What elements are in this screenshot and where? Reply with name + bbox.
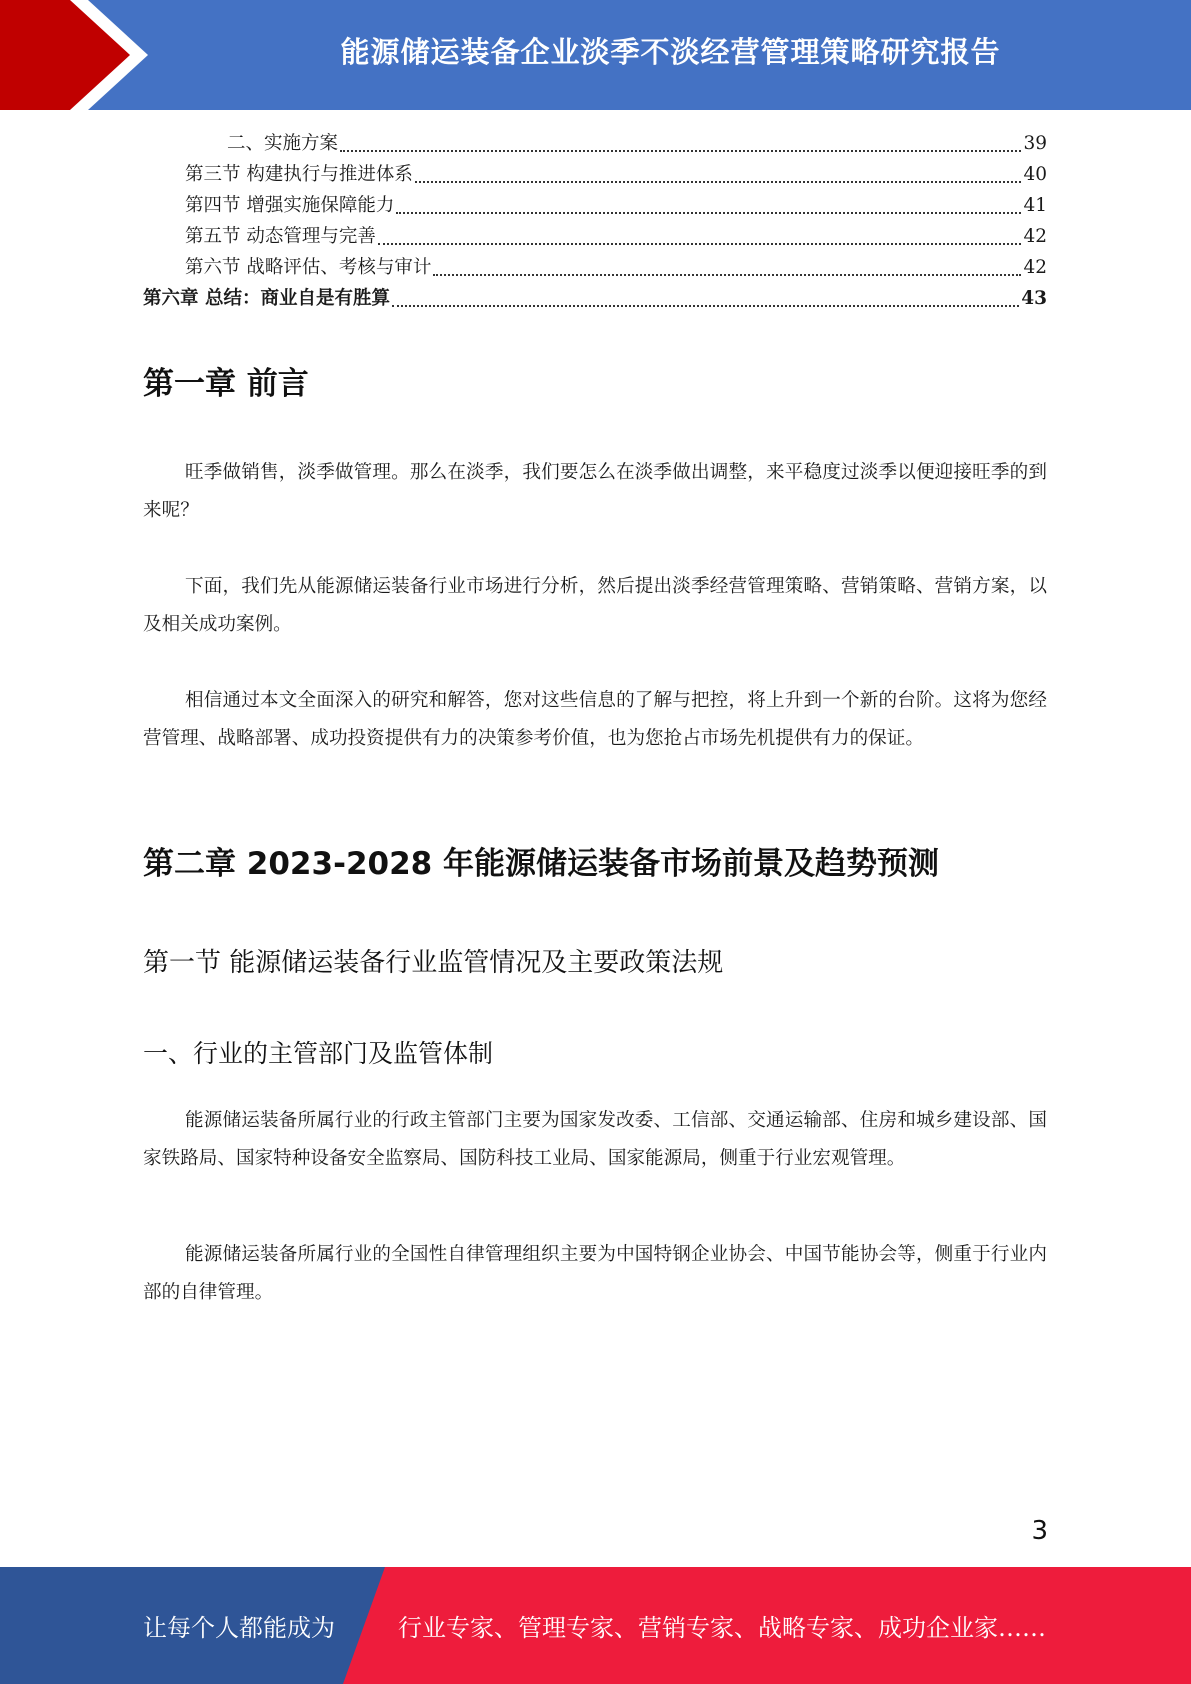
toc-entry-title: 二、实施方案 xyxy=(227,133,339,154)
chapter-2-title: 第二章 2023-2028 年能源储运装备市场前景及趋势预测 xyxy=(143,846,940,882)
toc-entry[interactable] xyxy=(143,221,1047,252)
header-banner xyxy=(0,0,1191,110)
toc-entry-title: 第六节 战略评估、考核与审计 xyxy=(185,257,432,278)
toc-entry[interactable] xyxy=(143,283,1047,314)
toc-entry-title: 第三节 构建执行与推进体系 xyxy=(185,164,413,185)
toc-leader-dots xyxy=(415,181,1022,183)
toc-entry-title: 第六章 总结：商业自是有胜算 xyxy=(143,288,390,309)
table-of-contents xyxy=(143,128,1047,314)
toc-entry-page: 40 xyxy=(1023,164,1047,185)
paragraph: 能源储运装备所属行业的全国性自律管理组织主要为中国特钢企业协会、中国节能协会等，侧重于行业内部的自律管理。 xyxy=(143,1244,1047,1303)
subsection-title: 一、行业的主管部门及监管体制 xyxy=(143,1039,494,1068)
toc-leader-dots xyxy=(433,274,1021,276)
footer-slogan-right: 行业专家、管理专家、营销专家、战略专家、成功企业家…… xyxy=(398,1614,1046,1642)
paragraph: 旺季做销售，淡季做管理。那么在淡季，我们要怎么在淡季做出调整，来平稳度过淡季以便迎接旺季的到来呢？ xyxy=(143,462,1047,521)
toc-entry[interactable] xyxy=(143,190,1047,221)
toc-leader-dots xyxy=(378,243,1022,245)
report-title: 能源储运装备企业淡季不淡经营管理策略研究报告 xyxy=(340,34,1001,69)
paragraph: 下面，我们先从能源储运装备行业市场进行分析，然后提出淡季经营管理策略、营销策略、营销方案，以及相关成功案例。 xyxy=(143,576,1047,635)
toc-leader-dots xyxy=(392,305,1019,307)
footer-slogan-left: 让每个人都能成为 xyxy=(143,1614,335,1642)
footer-banner xyxy=(0,1567,1191,1684)
toc-entry-page: 39 xyxy=(1023,133,1047,154)
section-title: 第一节 能源储运装备行业监管情况及主要政策法规 xyxy=(143,948,724,978)
toc-entry-page: 41 xyxy=(1023,195,1047,216)
toc-entry-page: 42 xyxy=(1023,257,1047,278)
toc-entry-title: 第四节 增强实施保障能力 xyxy=(185,195,395,216)
toc-entry-title: 第五节 动态管理与完善 xyxy=(185,226,376,247)
page-number: 3 xyxy=(1031,1516,1048,1546)
toc-leader-dots xyxy=(396,212,1021,214)
toc-entry[interactable] xyxy=(143,159,1047,190)
toc-entry[interactable] xyxy=(143,252,1047,283)
paragraph: 相信通过本文全面深入的研究和解答，您对这些信息的了解与把控，将上升到一个新的台阶。这将为您经营管理、战略部署、成功投资提供有力的决策参考价值，也为您抢占市场先机提供有力的保证。 xyxy=(143,690,1047,749)
paragraph: 能源储运装备所属行业的行政主管部门主要为国家发改委、工信部、交通运输部、住房和城乡建设部、国家铁路局、国家特种设备安全监察局、国防科技工业局、国家能源局，侧重于行业宏观管理。 xyxy=(143,1110,1047,1169)
toc-entry-page: 42 xyxy=(1023,226,1047,247)
chapter-1-title: 第一章 前言 xyxy=(143,366,309,402)
toc-entry-page: 43 xyxy=(1021,288,1047,309)
toc-entry[interactable] xyxy=(143,128,1047,159)
toc-leader-dots xyxy=(340,150,1021,152)
